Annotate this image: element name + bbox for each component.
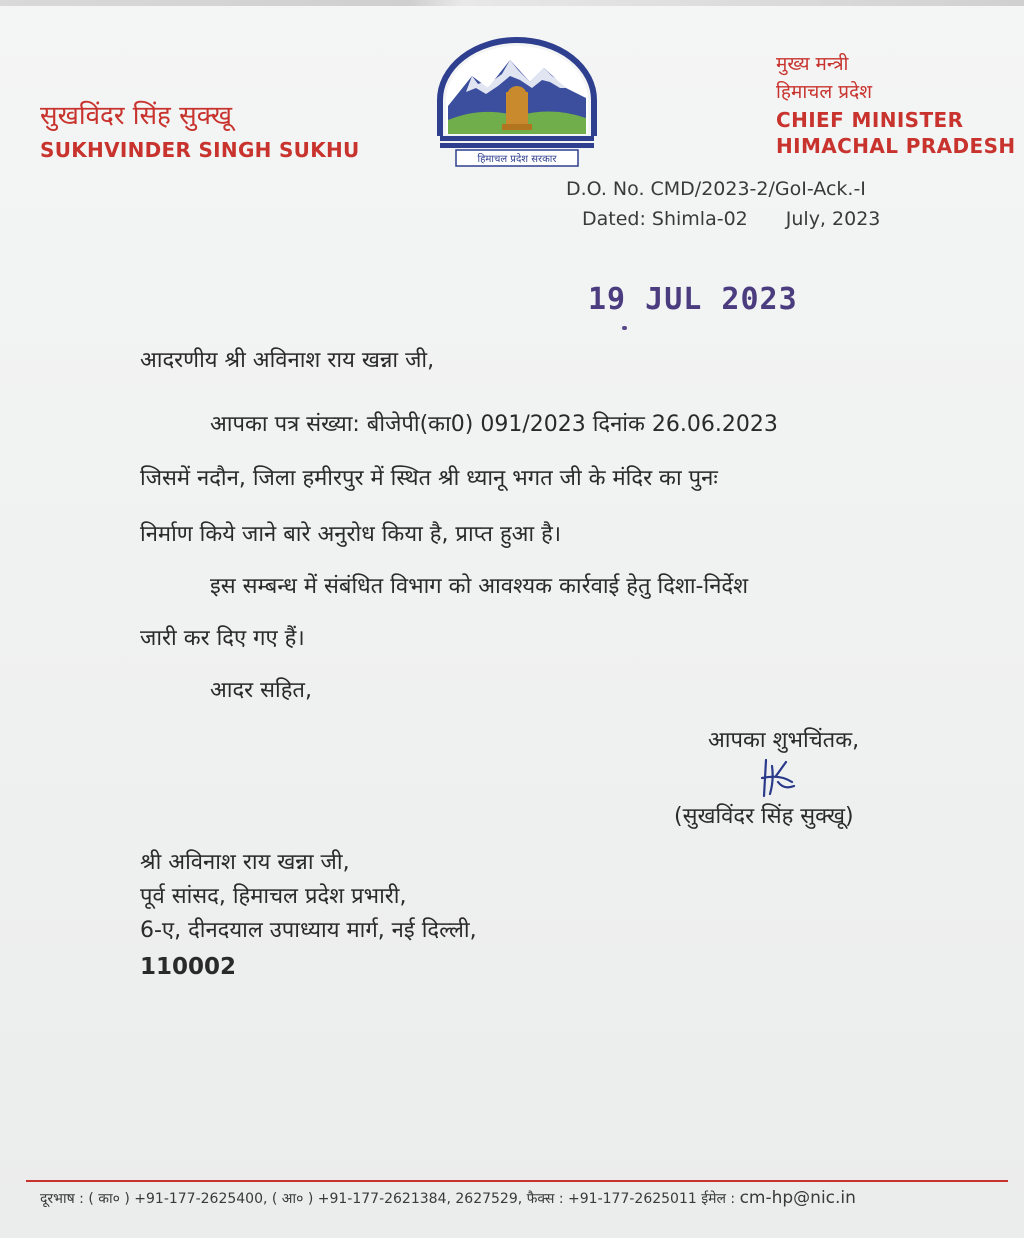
paragraph1-line3: निर्माण किये जाने बारे अनुरोध किया है, प्राप्त हुआ है। — [140, 522, 562, 547]
handwritten-signature — [752, 756, 802, 802]
paragraph2-line2: जारी कर दिए गए हैं। — [140, 626, 305, 651]
designation-hindi-line2: हिमाचल प्रदेश — [776, 81, 873, 103]
stamp-ink-dot — [622, 326, 627, 330]
recipient-address: 6-ए, दीनदयाल उपाध्याय मार्ग, नई दिल्ली, — [140, 918, 477, 943]
state-emblem — [432, 36, 602, 168]
footer-divider — [26, 1180, 1008, 1182]
designation-english-line2: HIMACHAL PRADESH — [776, 134, 1016, 158]
signer-name: (सुखविंदर सिंह सुक्खू) — [674, 804, 854, 829]
dated-month: July, 2023 — [785, 208, 881, 230]
dated-line — [582, 208, 880, 230]
footer-contact-text: दूरभाष : ( का० ) +91-177-2625400, ( आ० ) +91-177-2621384, 2627529, फैक्स : +91-177-2625011 ईमेल : — [40, 1191, 740, 1207]
well-wisher: आपका शुभचिंतक, — [708, 728, 860, 753]
recipient-designation: पूर्व सांसद, हिमाचल प्रदेश प्रभारी, — [140, 884, 407, 909]
recipient-pincode: 110002 — [140, 954, 237, 980]
closing-regards: आदर सहित, — [210, 678, 312, 703]
received-date-stamp: 19 JUL 2023 — [588, 282, 798, 317]
paragraph1-line2: जिसमें नदौन, जिला हमीरपुर में स्थित श्री ध्यानू भगत जी के मंदिर का पुनः — [140, 466, 718, 491]
do-number: D.O. No. CMD/2023-2/GoI-Ack.-I — [566, 178, 866, 200]
top-edge-strip — [0, 0, 1024, 6]
sender-name-english: SUKHVINDER SINGH SUKHU — [40, 138, 360, 162]
designation-english-line1: CHIEF MINISTER — [776, 108, 964, 132]
dated-label: Dated: Shimla-02 — [582, 208, 748, 230]
sender-name-hindi: सुखविंदर सिंह सुक्खू — [40, 101, 232, 131]
designation-hindi-line1: मुख्य मन्त्री — [776, 53, 849, 75]
salutation: आदरणीय श्री अविनाश राय खन्ना जी, — [140, 348, 435, 373]
paragraph1-line1: आपका पत्र संख्या: बीजेपी(का0) 091/2023 दिनांक 26.06.2023 — [210, 412, 778, 437]
footer-contact — [40, 1188, 856, 1208]
emblem-banner-text: हिमाचल प्रदेश सरकार — [477, 154, 557, 165]
paragraph2-line1: इस सम्बन्ध में संबंधित विभाग को आवश्यक कार्रवाई हेतु दिशा-निर्देश — [210, 574, 749, 599]
recipient-name: श्री अविनाश राय खन्ना जी, — [140, 850, 350, 875]
footer-email: cm-hp@nic.in — [739, 1188, 856, 1208]
